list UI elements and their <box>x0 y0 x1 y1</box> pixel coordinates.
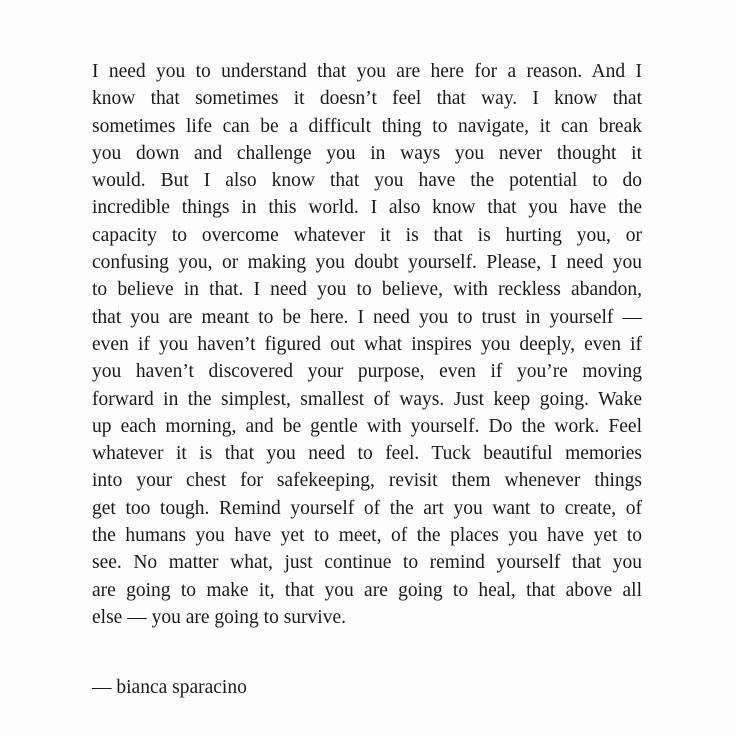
quote-line: else — you are going to survive. <box>92 606 346 628</box>
quote-line: you down and challenge you in ways you never thought it <box>92 142 642 164</box>
quote-line: would. But I also know that you have the potential to do <box>92 170 642 192</box>
quote-line: confusing you, or making you doubt yourself. Please, I need you <box>92 252 642 274</box>
quote-line: to believe in that. I need you to believe, with reckless abandon, <box>92 279 642 301</box>
quote-line: even if you haven’t figured out what inspires you deeply, even if <box>92 333 642 355</box>
quote-line: get too tough. Remind yourself of the art you want to create, of <box>92 497 642 519</box>
quote-line: see. No matter what, just continue to remind yourself that you <box>92 552 642 574</box>
quote-line: up each morning, and be gentle with yourself. Do the work. Feel <box>92 415 642 437</box>
quote-line: that you are meant to be here. I need you to trust in yourself — <box>92 306 642 328</box>
quote-line: capacity to overcome whatever it is that is hurting you, or <box>92 224 642 246</box>
quote-line: into your chest for safekeeping, revisit them whenever things <box>92 470 642 492</box>
quote-text <box>92 58 642 631</box>
quote-line: whatever it is that you need to feel. Tuck beautiful memories <box>92 443 642 465</box>
quote-line: are going to make it, that you are going to heal, that above all <box>92 579 642 601</box>
author-attribution: — bianca sparacino <box>92 677 247 698</box>
quote-line: sometimes life can be a difficult thing to navigate, it can break <box>92 115 642 137</box>
quote-line: you haven’t discovered your purpose, even if you’re moving <box>92 361 642 383</box>
quote-line: forward in the simplest, smallest of ways. Just keep going. Wake <box>92 388 642 410</box>
quote-line: incredible things in this world. I also know that you have the <box>92 197 642 219</box>
quote-line: the humans you have yet to meet, of the places you have yet to <box>92 525 642 547</box>
quote-line: know that sometimes it doesn’t feel that way. I know that <box>92 88 642 110</box>
quote-line: I need you to understand that you are here for a reason. And I <box>92 61 642 82</box>
